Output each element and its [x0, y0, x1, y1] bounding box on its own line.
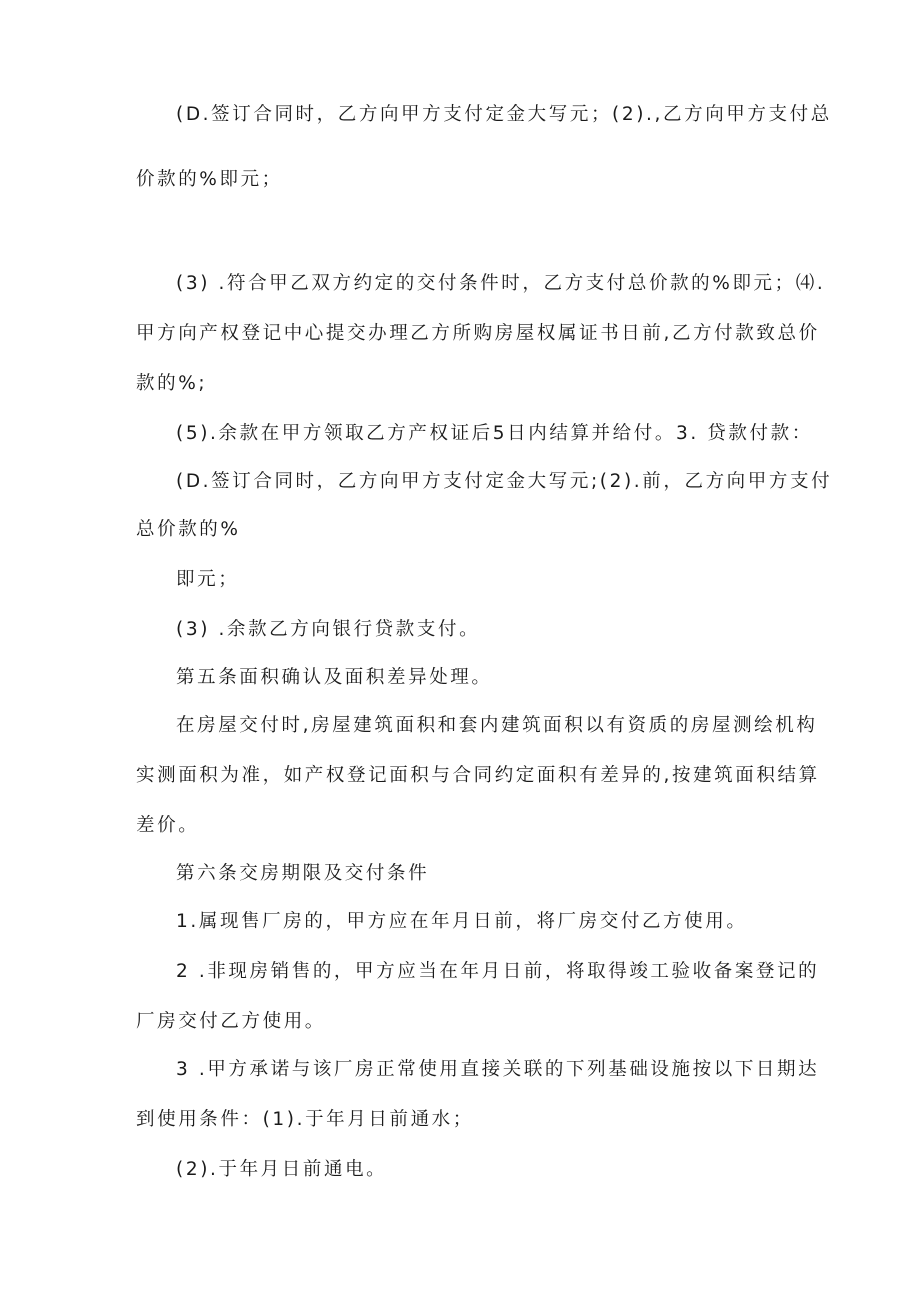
paragraph-line: 1.属现售厂房的，甲方应在年月日前，将厂房交付乙方使用。: [176, 911, 748, 932]
paragraph-line: 实测面积为准，如产权登记面积与合同约定面积有差异的,按建筑面积结算: [136, 765, 820, 786]
paragraph-line: 即元；: [176, 569, 240, 590]
paragraph-line: 总价款的%: [136, 519, 241, 540]
section-heading: 第六条交房期限及交付条件: [176, 863, 430, 884]
paragraph-line: (5).余款在甲方领取乙方产权证后5日内结算并给付。3. 贷款付款：: [176, 423, 813, 444]
paragraph-line: 到使用条件：(1).于年月日前通水；: [136, 1109, 474, 1130]
paragraph-line: (D.签订合同时，乙方向甲方支付定金大写元；(2).,乙方向甲方支付总: [176, 104, 832, 125]
paragraph-line: 甲方向产权登记中心提交办理乙方所购房屋权属证书日前,乙方付款致总价: [136, 323, 820, 344]
paragraph-line: (3) .符合甲乙双方约定的交付条件时，乙方支付总价款的%即元；⑷.: [176, 273, 826, 294]
paragraph-line: 款的%;: [136, 373, 208, 394]
paragraph-line: 厂房交付乙方使用。: [136, 1011, 326, 1032]
paragraph-line: 差价。: [136, 815, 200, 836]
paragraph-line: (D.签订合同时，乙方向甲方支付定金大写元;(2).前，乙方向甲方支付: [176, 471, 833, 492]
paragraph-line: 在房屋交付时,房屋建筑面积和套内建筑面积以有资质的房屋测绘机构: [176, 715, 818, 736]
paragraph-line: 2 .非现房销售的，甲方应当在年月日前，将取得竣工验收备案登记的: [176, 961, 820, 982]
paragraph-line: (3) .余款乙方向银行贷款支付。: [176, 619, 481, 640]
paragraph-line: (2).于年月日前通电。: [176, 1159, 388, 1180]
section-heading: 第五条面积确认及面积差异处理。: [176, 667, 493, 688]
paragraph-line: 价款的%即元；: [136, 169, 283, 190]
paragraph-line: 3 .甲方承诺与该厂房正常使用直接关联的下列基础设施按以下日期达: [176, 1059, 820, 1080]
